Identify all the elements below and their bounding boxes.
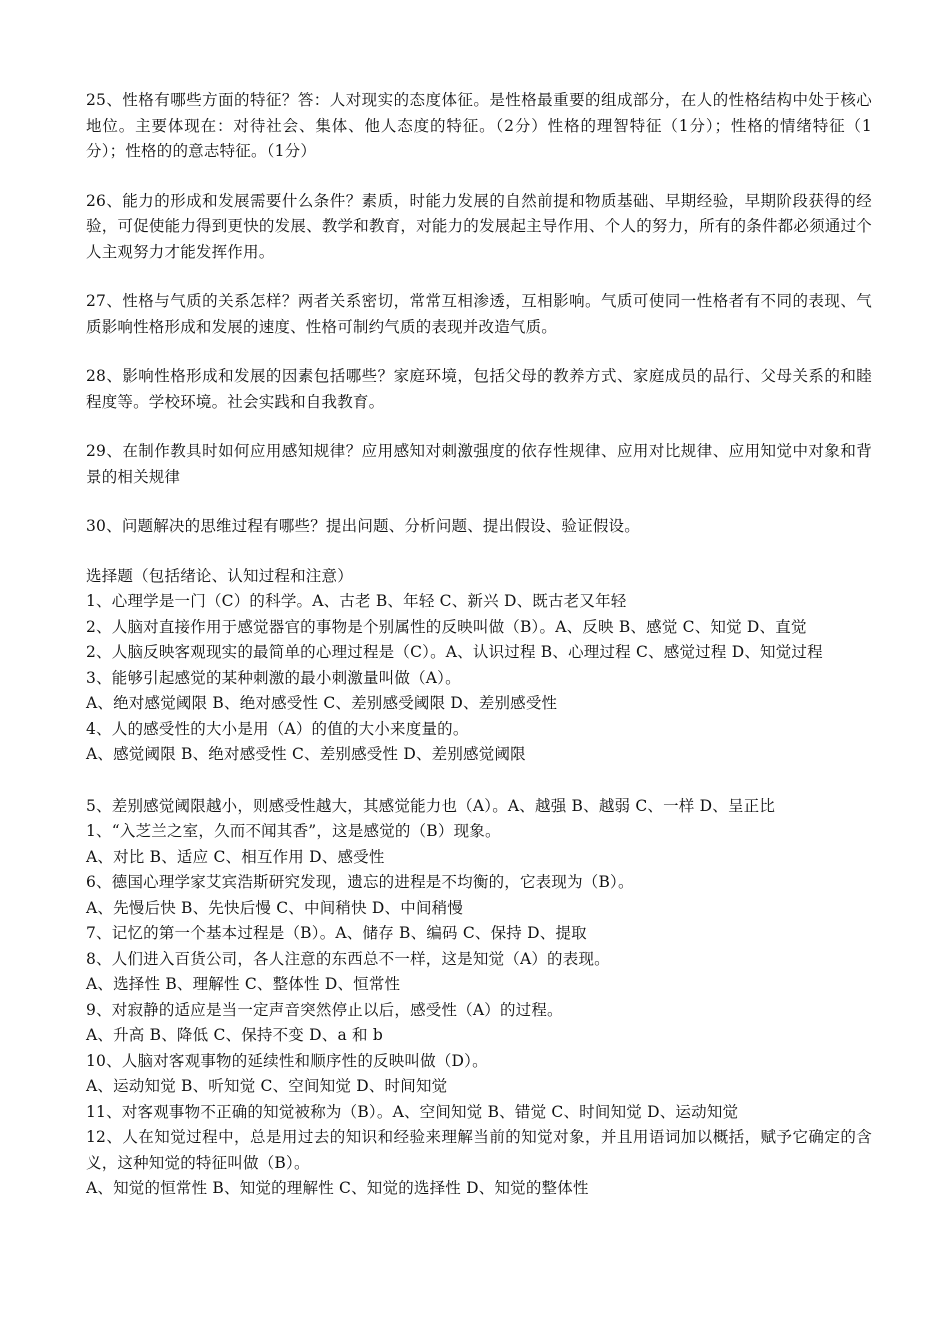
question-line: 1、心理学是一门（C）的科学。A、古老 B、年轻 C、新兴 D、既古老又年轻 [86, 592, 627, 610]
question-line: A、对比 B、适应 C、相互作用 D、感受性 [86, 847, 385, 866]
answer-30: 30、问题解决的思维过程有哪些？提出问题、分析问题、提出假设、验证假设。 [86, 517, 640, 535]
question-line: 1、“入芝兰之室，久而不闻其香”，这是感觉的（B）现象。 [86, 822, 501, 840]
question-line: 2、人脑反映客观现实的最简单的心理过程是（C）。A、认识过程 B、心理过程 C、感觉过程 D、知觉过程 [86, 643, 823, 661]
question-line: A、感觉阈限 B、绝对感受性 C、差别感受性 D、差别感觉阈限 [86, 745, 526, 763]
answer-26: 26、能力的形成和发展需要什么条件？素质，时能力发展的自然前提和物质基础、早期经验，早期阶段获得的经验，可促使能力得到更快的发展、教学和教育，对能力的发展起主导作用、个人的努力，所有的条件都必须通过个人主观努力才能发挥作用。 [86, 191, 872, 261]
question-line: 11、对客观事物不正确的知觉被称为（B）。A、空间知觉 B、错觉 C、时间知觉 D、运动知觉 [86, 1102, 739, 1121]
question-line: A、知觉的恒常性 B、知觉的理解性 C、知觉的选择性 D、知觉的整体性 [86, 1179, 589, 1197]
answer-25: 25、性格有哪些方面的特征？答：人对现实的态度体征。是性格最重要的组成部分，在人的性格结构中处于核心地位。主要体现在：对待社会、集体、他人态度的特征。（2分）性格的理智特征（1分）；性格的情绪特征（1分）；性格的的意志特征。（1分） [86, 91, 872, 160]
answer-28: 28、影响性格形成和发展的因素包括哪些？家庭环境，包括父母的教养方式、家庭成员的品行、父母关系的和睦程度等。学校环境。社会实践和自我教育。 [86, 367, 872, 411]
question-line: A、先慢后快 B、先快后慢 C、中间稍快 D、中间稍慢 [86, 898, 464, 917]
question-line: 12、人在知觉过程中，总是用过去的知识和经验来理解当前的知觉对象，并且用语词加以概括，赋予它确定的含义，这种知觉的特征叫做（B）。 [86, 1128, 872, 1172]
document-page [86, 88, 872, 1202]
answer-27: 27、性格与气质的关系怎样？两者关系密切，常常互相渗透，互相影响。气质可使同一性格者有不同的表现、气质影响性格形成和发展的速度、性格可制约气质的表现并改造气质。 [86, 292, 872, 336]
question-line: 5、差别感觉阈限越小，则感受性越大，其感觉能力也（A）。A、越强 B、越弱 C、一样 D、呈正比 [86, 796, 776, 815]
section-title: 选择题（包括绪论、认知过程和注意） [86, 566, 353, 585]
paragraph-gap [86, 768, 872, 794]
question-line: 6、德国心理学家艾宾浩斯研究发现，遗忘的进程是不均衡的，它表现为（B）。 [86, 873, 634, 891]
question-line: A、绝对感觉阈限 B、绝对感受性 C、差别感受阈限 D、差别感受性 [86, 694, 558, 712]
question-line: A、升高 B、降低 C、保持不变 D、a 和 b [86, 1026, 383, 1044]
question-line: 10、人脑对客观事物的延续性和顺序性的反映叫做（D）。 [86, 1051, 488, 1070]
question-line: 2、人脑对直接作用于感觉器官的事物是个别属性的反映叫做（B）。A、反映 B、感觉 C、知觉 D、直觉 [86, 617, 807, 636]
question-line: 3、能够引起感觉的某种刺激的最小刺激量叫做（A）。 [86, 668, 461, 687]
question-line: 9、对寂静的适应是当一定声音突然停止以后，感受性（A）的过程。 [86, 1000, 563, 1019]
question-line: 7、记忆的第一个基本过程是（B）。A、储存 B、编码 C、保持 D、提取 [86, 924, 587, 942]
question-line: A、运动知觉 B、听知觉 C、空间知觉 D、时间知觉 [86, 1077, 448, 1095]
question-line: 4、人的感受性的大小是用（A）的值的大小来度量的。 [86, 719, 469, 738]
question-line: A、选择性 B、理解性 C、整体性 D、恒常性 [86, 975, 401, 993]
question-line: 8、人们进入百货公司，各人注意的东西总不一样，这是知觉（A）的表现。 [86, 949, 610, 968]
answer-29: 29、在制作教具时如何应用感知规律？应用感知对刺激强度的依存性规律、应用对比规律、应用知觉中对象和背景的相关规律 [86, 442, 872, 486]
